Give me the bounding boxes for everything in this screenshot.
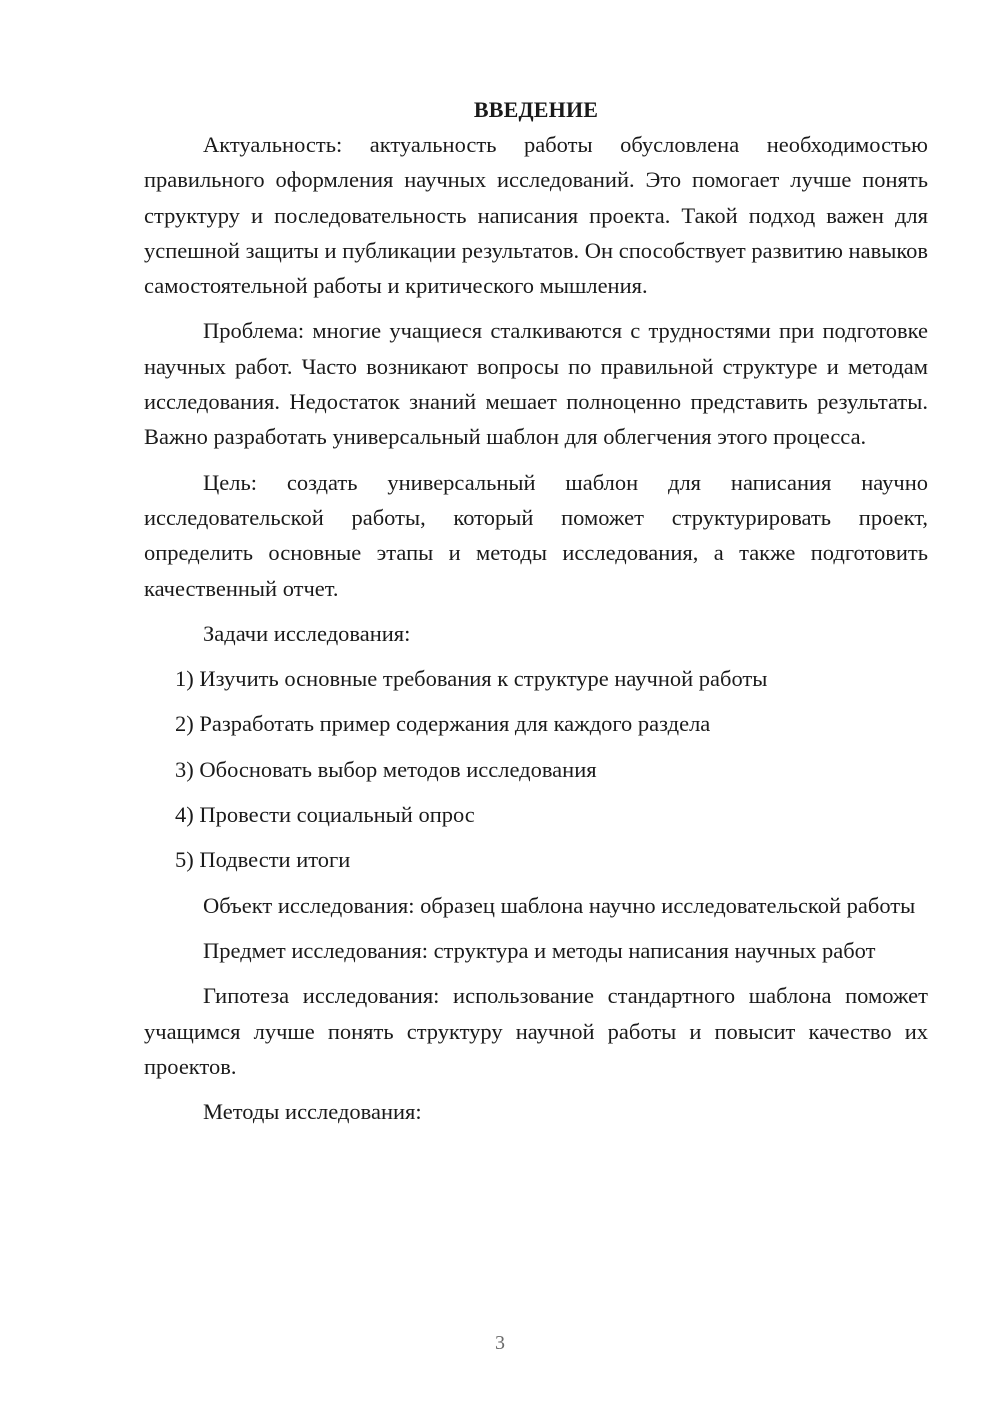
page-number: 3 [495, 1332, 505, 1354]
paragraph-hypothesis: Гипотеза исследования: использование стандартного шаблона поможет учащимся лучше понять структуру научной работы и повысит качество их проектов. [144, 983, 928, 1079]
paragraph-problem: Проблема: многие учащиеся сталкиваются с трудностями при подготовке научных работ. Часто возникают вопросы по правильной структуре и методам исследования. Недостаток знаний мешает полноценно представить результаты. Важно разработать универсальный шаблон для облегчения этого процесса. [144, 318, 928, 450]
paragraph-relevance: Актуальность: актуальность работы обусловлена необходимостью правильного оформления научных исследований. Это помогает лучше понять структуру и последовательность написания проекта. Такой подход важен для успешной защиты и публикации результатов. Он способствует развитию навыков самостоятельной работы и критического мышления. [144, 132, 928, 299]
task-list [144, 661, 928, 877]
paragraph-subject: Предмет исследования: структура и методы написания научных работ [203, 937, 876, 963]
paragraph-object: Объект исследования: образец шаблона научно исследовательской работы [203, 892, 916, 918]
page-content [144, 92, 928, 1129]
page-title: ВВЕДЕНИЕ [473, 97, 599, 122]
task-item-2: 2) Разработать пример содержания для каждого раздела [175, 711, 711, 737]
task-item-1: 1) Изучить основные требования к структуре научной работы [175, 666, 768, 692]
paragraph-methods: Методы исследования: [203, 1099, 422, 1125]
paragraph-goal: Цель: создать универсальный шаблон для написания научно исследовательской работы, который поможет структурировать проект, определить основные этапы и методы исследования, а также подготовить качественный отчет. [144, 469, 928, 601]
tasks-heading: Задачи исследования: [203, 620, 411, 646]
task-item-4: 4) Провести социальный опрос [175, 802, 475, 828]
task-item-3: 3) Обосновать выбор методов исследования [175, 756, 597, 782]
task-item-5: 5) Подвести итоги [175, 847, 351, 873]
